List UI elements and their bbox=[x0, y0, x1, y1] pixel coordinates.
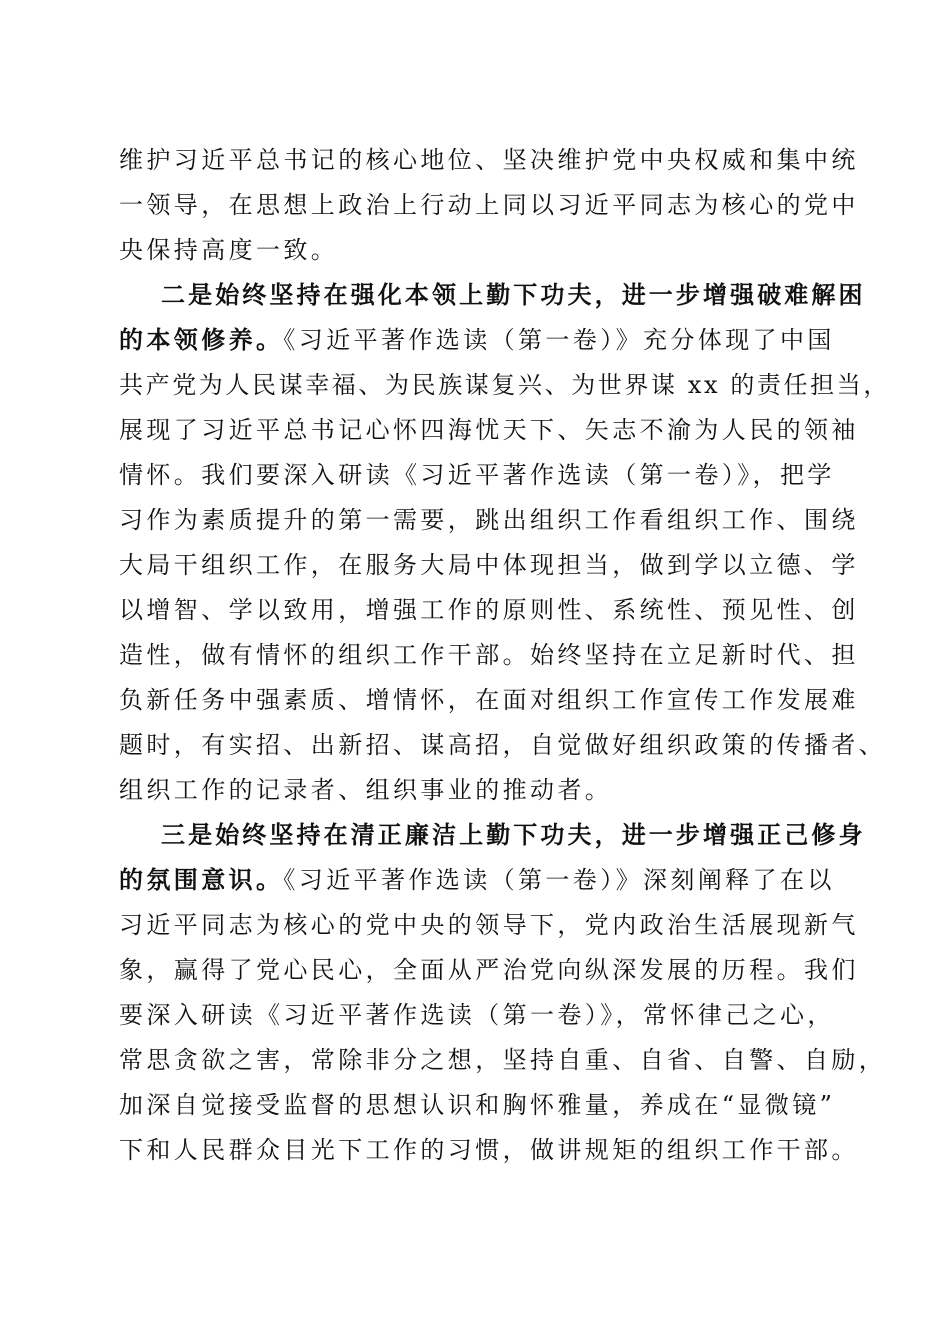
text-line: 负新任务中强素质、增情怀，在面对组织工作宣传工作发展难 bbox=[119, 686, 859, 714]
text-line: 共产党为人民谋幸福、为民族谋复兴、为世界谋 xx 的责任担当， bbox=[119, 371, 890, 399]
text-line: 加深自觉接受监督的思想认识和胸怀雅量，养成在“显微镜” bbox=[119, 1091, 836, 1119]
text-line: 一领导，在思想上政治上行动上同以习近平同志为核心的党中 bbox=[119, 191, 859, 219]
text-line: 以增智、学以致用，增强工作的原则性、系统性、预见性、创 bbox=[119, 596, 859, 624]
section-heading-tail: 的氛围意识。 bbox=[119, 865, 284, 894]
text-line bbox=[119, 324, 835, 356]
text-line: 象，赢得了党心民心，全面从严治党向纵深发展的历程。我们 bbox=[119, 956, 859, 984]
section-heading-tail: 的本领修养。 bbox=[119, 325, 284, 354]
text-line: 常思贪欲之害，常除非分之想，坚持自重、自省、自警、自励， bbox=[119, 1046, 887, 1074]
text-line bbox=[119, 864, 835, 896]
section-heading-line: 二是始终坚持在强化本领上勤下功夫，进一步增强破难解困 bbox=[161, 280, 866, 309]
text-line: 习作为素质提升的第一需要，跳出组织工作看组织工作、围绕 bbox=[119, 506, 859, 534]
paragraph-text: 《习近平著作选读（第一卷）》充分体现了中国 bbox=[283, 326, 835, 354]
section-heading-line: 三是始终坚持在清正廉洁上勤下功夫，进一步增强正己修身 bbox=[161, 820, 866, 849]
text-line: 习近平同志为核心的党中央的领导下，党内政治生活展现新气 bbox=[119, 911, 859, 939]
text-line: 题时，有实招、出新招、谋高招，自觉做好组织政策的传播者、 bbox=[119, 731, 887, 759]
text-line: 下和人民群众目光下工作的习惯，做讲规矩的组织工作干部。 bbox=[119, 1136, 859, 1164]
text-line: 情怀。我们要深入研读《习近平著作选读（第一卷）》，把学 bbox=[119, 461, 835, 489]
text-line: 组织工作的记录者、组织事业的推动者。 bbox=[119, 776, 613, 804]
text-line: 造性，做有情怀的组织工作干部。始终坚持在立足新时代、担 bbox=[119, 641, 859, 669]
text-line: 展现了习近平总书记心怀四海忧天下、矢志不渝为人民的领袖 bbox=[119, 416, 859, 444]
text-line: 央保持高度一致。 bbox=[119, 236, 339, 264]
text-line: 维护习近平总书记的核心地位、坚决维护党中央权威和集中统 bbox=[119, 146, 859, 174]
text-line: 要深入研读《习近平著作选读（第一卷）》，常怀律己之心， bbox=[119, 1001, 835, 1029]
text-line: 大局干组织工作，在服务大局中体现担当，做到学以立德、学 bbox=[119, 551, 859, 579]
paragraph-text: 《习近平著作选读（第一卷）》深刻阐释了在以 bbox=[283, 866, 835, 894]
